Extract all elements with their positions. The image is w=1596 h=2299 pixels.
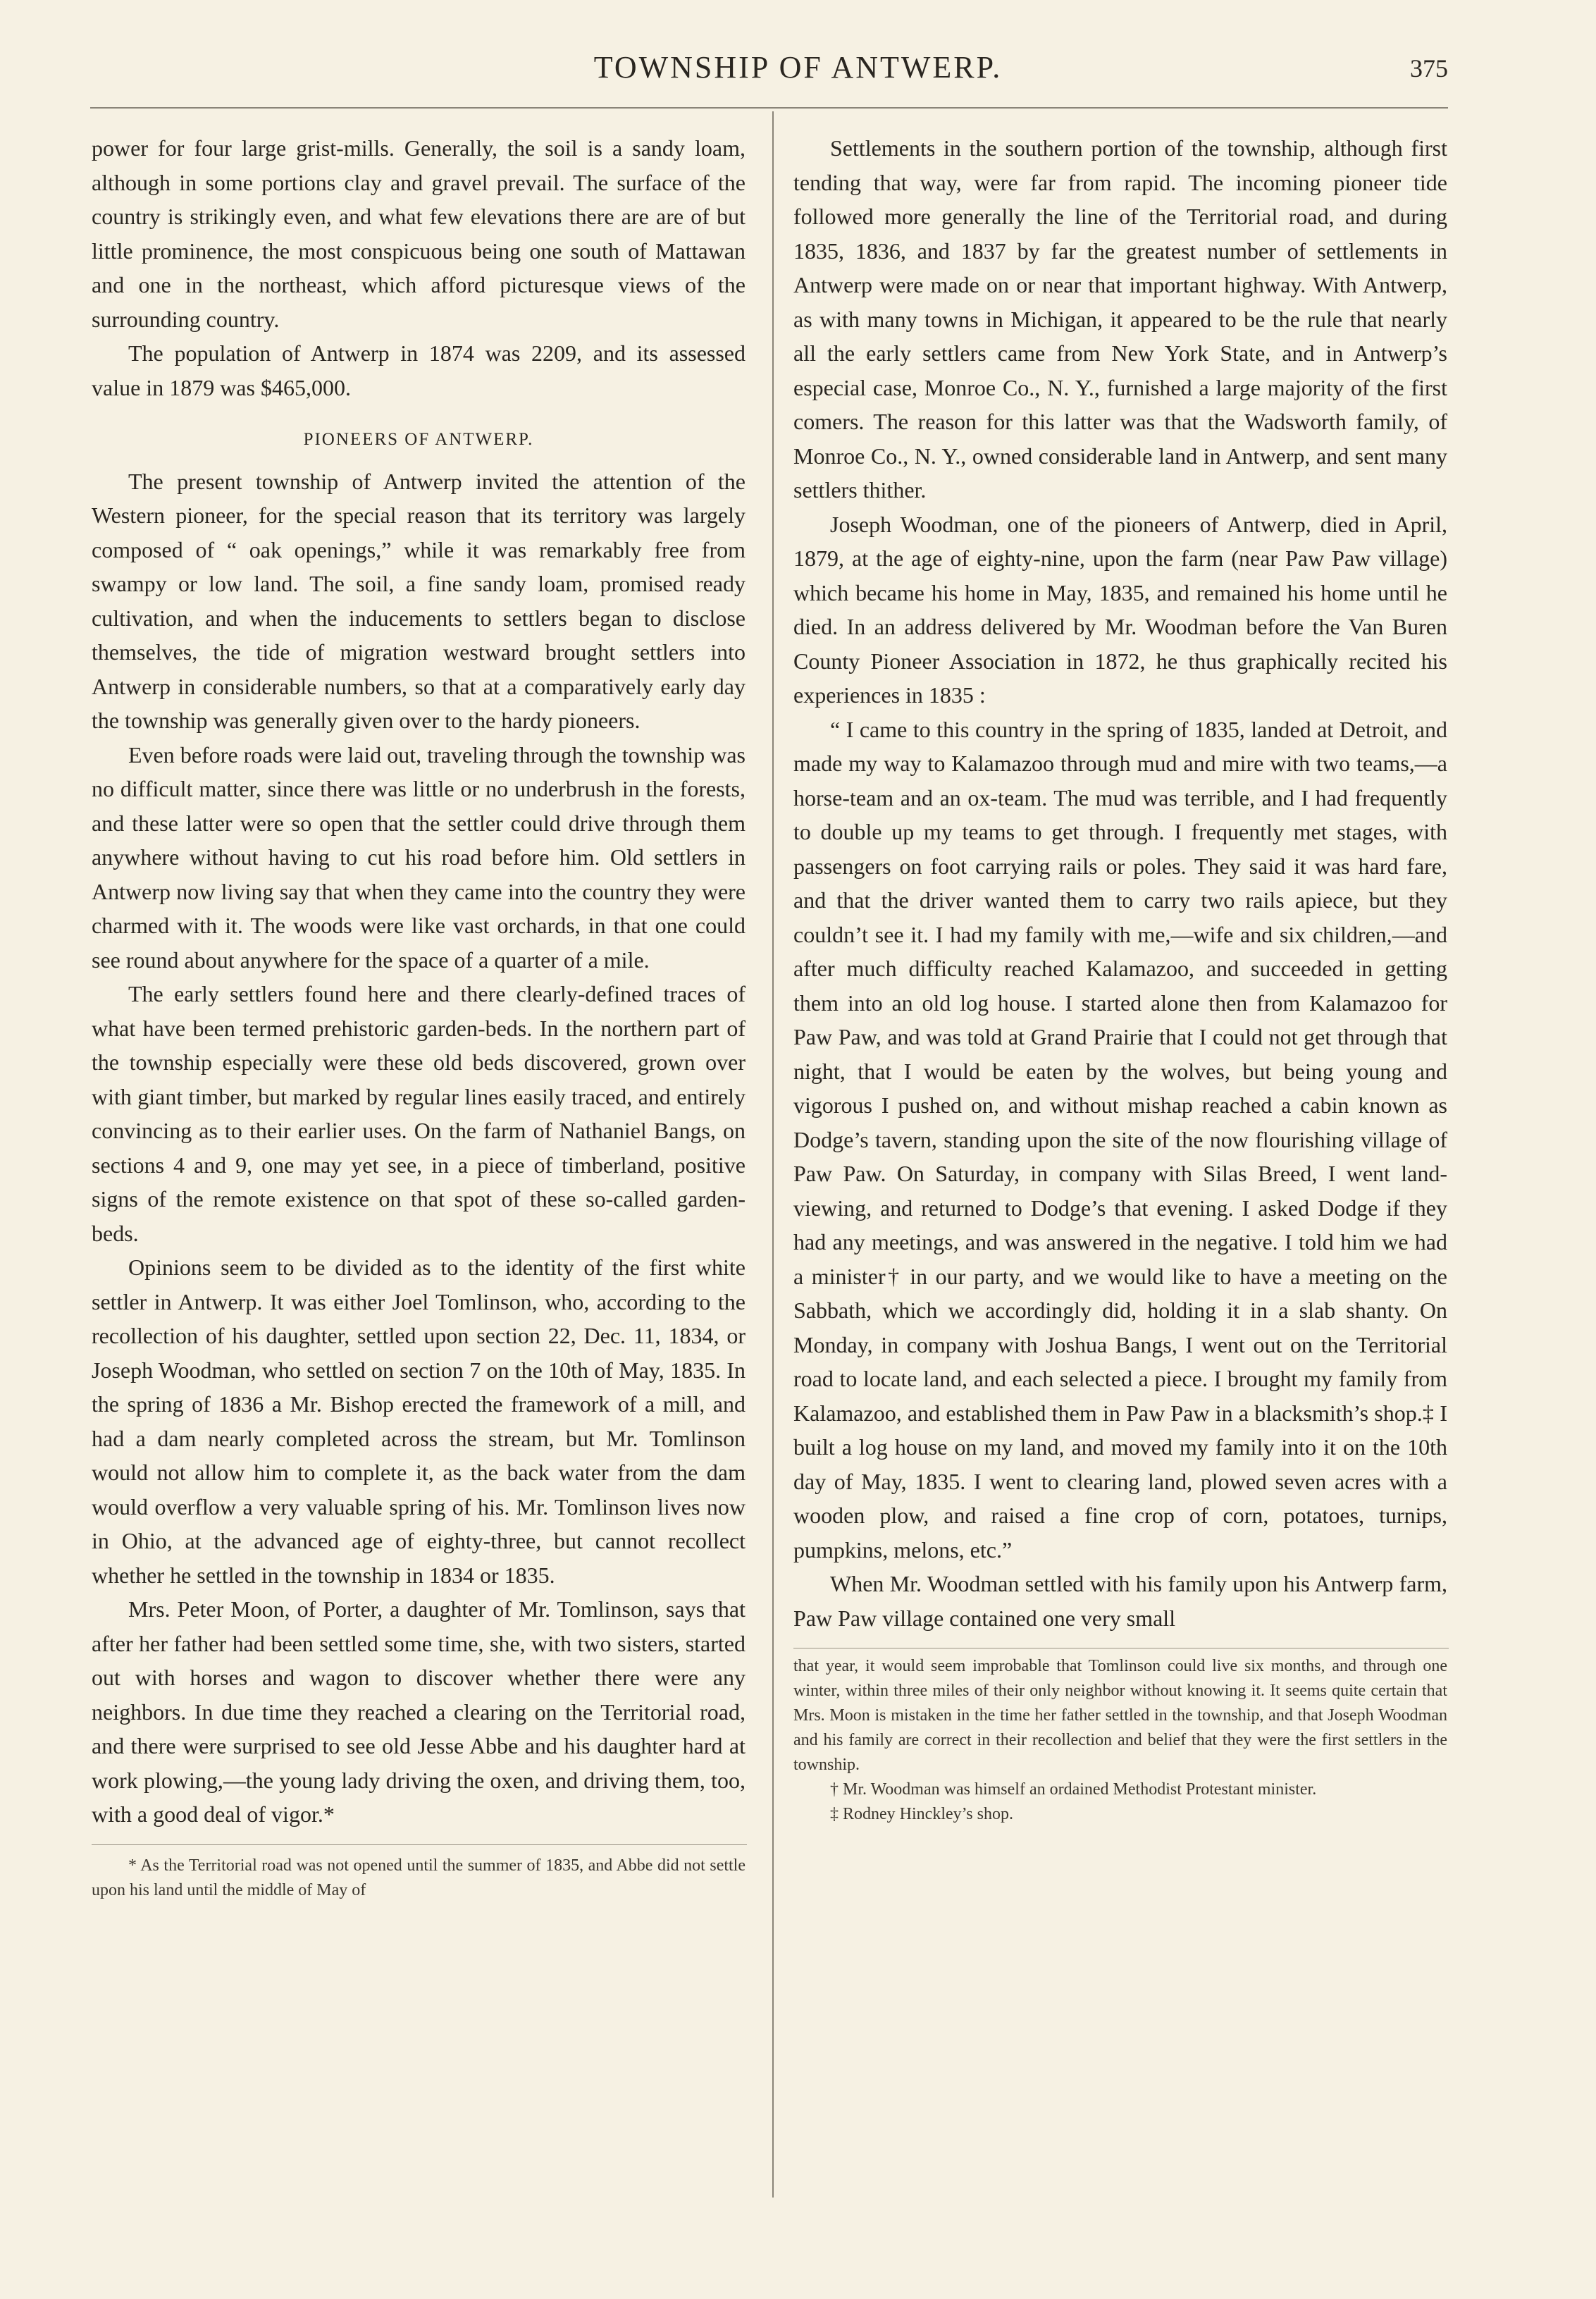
paragraph: Joseph Woodman, one of the pioneers of Antwerp, died in April, 1879, at the age of eighty-nine, upon the farm (near Paw Paw village) which became his home in May, 1835, and remained his home until he died. In an address delivered by Mr. Woodman before the Van Buren County Pioneer Association in 1872, he thus graphically recited his experiences in 1835 : <box>793 511 1447 708</box>
paragraph: Mrs. Peter Moon, of Porter, a daughter of Mr. Tomlinson, says that after her father had been settled some time, she, with two sisters, started out with horses and wagon to discover whether there were any neighbors. In due time they reached a clearing on the Territorial road, and there were surprised to see old Jesse Abbe and his daughter hard at work plowing,—the young lady driving the oxen, and driving them, too, with a good deal of vigor.* <box>92 1596 746 1827</box>
footnote-dagger: † Mr. Woodman was himself an ordained Methodist Protestant minister. <box>830 1780 1317 1799</box>
column-divider <box>772 111 774 2198</box>
section-heading: PIONEERS OF ANTWERP. <box>303 430 534 449</box>
paragraph: The present township of Antwerp invited the attention of the Western pioneer, for the special reason that its territory was largely composed of “ oak openings,” while it was remarkably free from swampy or low land. The soil, a fine sandy loam, promised ready cultivation, and when the inducements to settlers began to disclose themselves, the tide of migration westward brought settlers into Antwerp in considerable numbers, so that at a comparatively early day the township was generally given over to the hardy pioneers. <box>92 468 746 733</box>
header-rule <box>90 107 1448 109</box>
paragraph: Even before roads were laid out, traveling through the township was no difficult matter, since there was little or no underbrush in the forests, and these latter were so open that the settler could drive through them anywhere without having to cut his road before him. Old settlers in Antwerp now living say that when they came into the country they were charmed with it. The woods were like vast orchards, in that one could see round about anywhere for the space of a quarter of a mile. <box>92 741 746 973</box>
paragraph: power for four large grist-mills. Generally, the soil is a sandy loam, although in some portions clay and gravel prevail. The surface of the country is strikingly even, and what few elevations there are are of but little prominence, the most conspicuous being one south of Mattawan and one in the northeast, which afford picturesque views of the surrounding country. <box>92 135 746 332</box>
paragraph: When Mr. Woodman settled with his family upon his Antwerp farm, Paw Paw village contained one very small <box>793 1571 1447 1631</box>
left-column <box>92 131 746 1903</box>
running-head <box>0 49 1596 92</box>
paragraph: Opinions seem to be divided as to the identity of the first white settler in Antwerp. It was either Joel Tomlinson, who, according to the recollection of his daughter, settled upon section 22, Dec. 11, 1834, or Joseph Woodman, who settled on section 7 on the 10th of May, 1835. In the spring of 1836 a Mr. Bishop erected the framework of a mill, and had a dam nearly completed across the stream, but Mr. Tomlinson would not allow him to complete it, as the back water from the dam would overflow a very valuable spring of his. Mr. Tomlinson lives now in Ohio, at the advanced age of eighty-three, but cannot recollect whether he settled in the township in 1834 or 1835. <box>92 1255 746 1588</box>
footnote-rule <box>92 1844 747 1845</box>
quote-paragraph: “ I came to this country in the spring of 1835, landed at Detroit, and made my way to Kalamazoo through mud and mire with two teams,—a horse-team and an ox-team. The mud was terrible, and I had frequently to double up my teams to get through. I frequently met stages, with passengers on foot carrying rails or poles. They said it was hard fare, and that the driver wanted them to carry two rails apiece, but they couldn’t see it. I had my family with me,—wife and six children,—and after much difficulty reached Kalamazoo, and succeeded in getting them into an old log house. I started alone then from Kalamazoo for Paw Paw, and was told at Grand Prairie that I could not get through that night, that I would be eaten by the wolves, but being young and vigorous I pushed on, and without mishap reached a cabin known as Dodge’s tavern, standing upon the site of the now flourishing village of Paw Paw. On Saturday, in company with Silas Breed, I went land-viewing, and returned to Dodge’s that evening. I asked Dodge if they had any meetings, and was answered in the negative. I told him we had a minister† in our party, and we would like to have a meeting on the Sabbath, which we accordingly did, holding it in a slab shanty. On Monday, in company with Joshua Bangs, I went out on the Territorial road to locate land, and each selected a piece. I brought my family from Kalamazoo, and established them in Paw Paw in a blacksmith’s shop.‡ I built a log house on my land, and moved my family into it on the 10th day of May, 1835. I went to clearing land, plowed seven acres with a wooden plow, and raised a fine crop of corn, potatoes, turnips, pumpkins, melons, etc.” <box>793 716 1447 1563</box>
page-number: 375 <box>1410 54 1448 82</box>
footnote-continued: that year, it would seem improbable that Tomlinson could live six months, and through one winter, within three miles of their only neighbor without knowing it. It seems quite certain that Mrs. Moon is mistaken in the time her father settled in the township, and that Joseph Woodman and his family are correct in their recollection and belief that they were the first settlers in the township. <box>793 1657 1447 1774</box>
right-column <box>793 131 1447 1827</box>
paragraph: Settlements in the southern portion of the township, although first tending that way, were far from rapid. The incoming pioneer tide followed more generally the line of the Territorial road, and during 1835, 1836, and 1837 by far the greatest number of settlements in Antwerp were made on or near that important highway. With Antwerp, as with many towns in Michigan, it appeared to be the rule that nearly all the early settlers came from New York State, and in Antwerp’s especial case, Monroe Co., N. Y., furnished a large majority of the first comers. The reason for this latter was that the Wadsworth family, of Monroe Co., N. Y., owned considerable land in Antwerp, and sent many settlers thither. <box>793 135 1447 503</box>
footnote: * As the Territorial road was not opened until the summer of 1835, and Abbe did not settle upon his land until the middle of May of <box>92 1856 746 1899</box>
footnote-double-dagger: ‡ Rodney Hinckley’s shop. <box>830 1805 1013 1823</box>
paragraph: The early settlers found here and there clearly-defined traces of what have been termed prehistoric garden-beds. In the northern part of the township especially were these old beds discovered, grown over with giant timber, but marked by regular lines easily traced, and entirely convincing as to their earlier uses. On the farm of Nathaniel Bangs, on sections 4 and 9, one may yet see, in a piece of timberland, positive signs of the remote existence on that spot of these so-called garden-beds. <box>92 981 746 1246</box>
paragraph: The population of Antwerp in 1874 was 2209, and its assessed value in 1879 was $465,000. <box>92 340 746 400</box>
page-title: TOWNSHIP OF ANTWERP. <box>593 50 1003 85</box>
